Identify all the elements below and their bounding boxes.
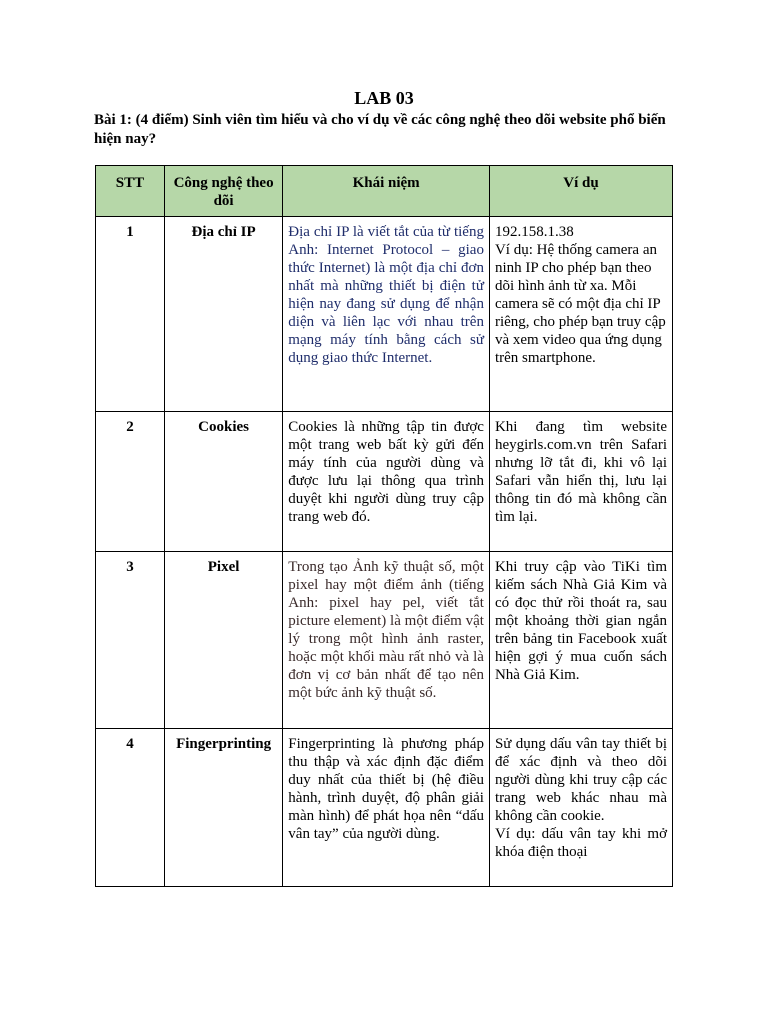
header-example: Ví dụ xyxy=(489,166,672,217)
table-header-row xyxy=(96,166,673,217)
table-row xyxy=(96,412,673,552)
row-example xyxy=(489,217,672,412)
row-example-line: Khi truy cập vào TiKi tìm kiếm sách Nhà Giả Kim và có đọc thử rồi thoát ra, sau một khoảng thời gian ngắn trên bảng tin Facebook xuất hiện gợi ý mua cuốn sách Nhà Giả Kim. xyxy=(494,559,667,683)
row-concept: Cookies là những tập tin được một trang web bất kỳ gửi đến máy tính của người dùng và được lưu lại thông qua trình duyệt khi người dùng truy cập trang web đó. xyxy=(283,412,490,552)
row-technology: Cookies xyxy=(164,412,282,552)
row-concept: Trong tạo Ảnh kỹ thuật số, một pixel hay một điểm ảnh (tiếng Anh: pixel hay pel, viết tắt picture element) là một điểm vật lý trong một hình ảnh raster, hoặc một khối màu rất nhỏ và là đơn vị cơ bản nhất để tạo nên một bức ảnh kỹ thuật số. xyxy=(283,552,490,729)
row-example-line: Ví dụ: dấu vân tay khi mở khóa điện thoại xyxy=(494,826,667,860)
row-example xyxy=(489,552,672,729)
tracking-technologies-table xyxy=(95,165,673,887)
question-text: Bài 1: (4 điểm) Sinh viên tìm hiểu và cho ví dụ về các công nghệ theo dõi website phổ biến hiện nay? xyxy=(94,112,666,147)
header-concept: Khái niệm xyxy=(283,166,490,217)
table-row xyxy=(96,552,673,729)
row-stt: 4 xyxy=(96,729,165,887)
table-row xyxy=(96,729,673,887)
row-example-line: Ví dụ: Hệ thống camera an ninh IP cho phép bạn theo dõi hình ảnh từ xa. Mỗi camera sẽ có một địa chỉ IP riêng, cho phép bạn truy cập và xem video qua ứng dụng trên smartphone. xyxy=(494,242,666,366)
row-stt: 3 xyxy=(96,552,165,729)
header-stt: STT xyxy=(96,166,165,217)
row-stt: 1 xyxy=(96,217,165,412)
row-technology: Pixel xyxy=(164,552,282,729)
row-technology: Fingerprinting xyxy=(164,729,282,887)
header-technology: Công nghệ theo dõi xyxy=(164,166,282,217)
document-title: LAB 03 xyxy=(354,88,414,108)
row-example xyxy=(489,729,672,887)
row-example xyxy=(489,412,672,552)
row-technology: Địa chỉ IP xyxy=(164,217,282,412)
row-example-line: Khi đang tìm website heygirls.com.vn trên Safari nhưng lỡ tắt đi, khi vô lại Safari vẫn hiển thị, lưu lại thông tin đó mà không cần tìm lại. xyxy=(494,419,667,525)
row-example-line: Sử dụng dấu vân tay thiết bị để xác định và theo dõi người dùng khi truy cập các trang web khác nhau mà không cần cookie. xyxy=(494,736,667,824)
row-concept: Fingerprinting là phương pháp thu thập và xác định đặc điểm duy nhất của thiết bị (hệ điều hành, trình duyệt, độ phân giải màn hình) để phát họa nên “dấu vân tay” của người dùng. xyxy=(283,729,490,887)
table-row xyxy=(96,217,673,412)
row-example-line: 192.158.1.38 xyxy=(494,224,574,240)
row-stt: 2 xyxy=(96,412,165,552)
row-concept: Địa chỉ IP là viết tắt của từ tiếng Anh: Internet Protocol – giao thức Internet) là một địa chỉ đơn nhất mà những thiết bị điện tử hiện nay đang sử dụng để nhận diện và liên lạc với nhau trên mạng máy tính bằng cách sử dụng giao thức Internet. xyxy=(283,217,490,412)
